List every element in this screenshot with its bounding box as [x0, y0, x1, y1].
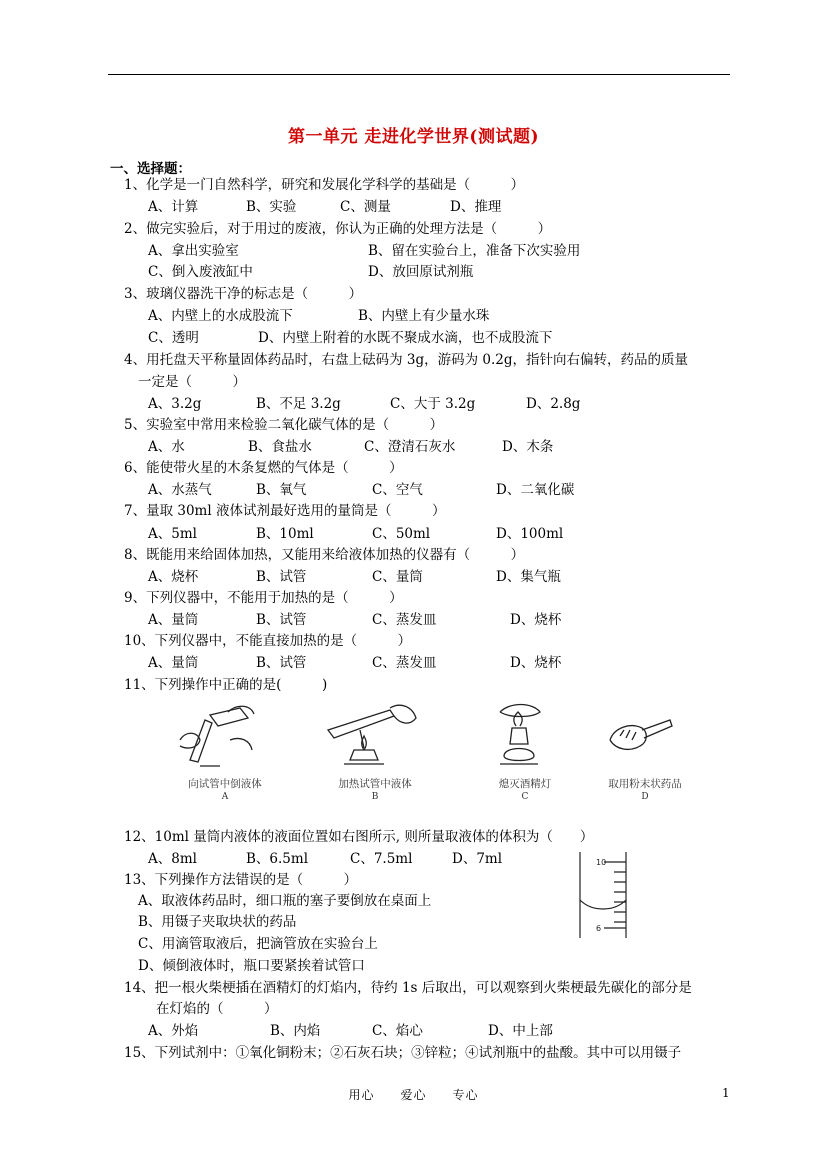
q9-option-c: C、蒸发皿 [372, 612, 437, 628]
q5-option-a: A、水 [148, 439, 185, 455]
q5-option-c: C、澄清石灰水 [364, 439, 456, 455]
q5-option-b: B、食盐水 [248, 439, 312, 455]
cylinder-mark-6: 6 [596, 924, 602, 933]
graduated-cylinder-illustration [574, 850, 634, 940]
q10-option-c: C、蒸发皿 [372, 655, 437, 671]
header-rule [108, 74, 730, 75]
q14-option-a: A、外焰 [148, 1023, 199, 1039]
question-5-stem: 5、实验室中常用来检验二氧化碳气体的是（ ） [124, 417, 444, 433]
figure-d-letter: D [641, 792, 649, 802]
q2-option-d: D、放回原试剂瓶 [368, 264, 474, 280]
question-11-stem: 11、下列操作中正确的是( ) [124, 677, 328, 693]
page-number: 1 [722, 1086, 730, 1100]
q13-option-a: A、取液体药品时，细口瓶的塞子要倒放在桌面上 [138, 893, 432, 909]
q14-option-c: C、焰心 [372, 1023, 423, 1039]
question-14-stem-cont: 在灯焰的（ ） [156, 1001, 278, 1017]
q11-figures [170, 700, 682, 810]
q6-option-c: C、空气 [372, 482, 423, 498]
figure-b-letter: B [371, 792, 379, 802]
question-6-stem: 6、能使带火星的木条复燃的气体是（ ） [124, 460, 403, 476]
q6-option-b: B、氧气 [256, 482, 307, 498]
q2-option-a: A、拿出实验室 [148, 243, 239, 259]
q12-option-c: C、7.5ml [350, 851, 413, 867]
q13-option-c: C、用滴管取液后，把滴管放在实验台上 [138, 936, 378, 952]
q10-option-a: A、量筒 [148, 655, 199, 671]
figure-c [470, 700, 580, 810]
q1-option-b: B、实验 [246, 199, 297, 215]
question-2-stem: 2、做完实验后，对于用过的废液，你认为正确的处理方法是（ ） [124, 221, 552, 237]
q3-option-b: B、内壁上有少量水珠 [358, 308, 490, 324]
question-7-stem: 7、量取 30ml 液体试剂最好选用的量筒是（ ） [124, 503, 446, 519]
figure-b [320, 700, 430, 810]
figure-a [170, 700, 280, 810]
question-8-stem: 8、既能用来给固体加热，又能用来给液体加热的仪器有（ ） [124, 547, 525, 563]
q9-option-b: B、试管 [256, 612, 307, 628]
question-1-stem: 1、化学是一门自然科学，研究和发展化学科学的基础是（ ） [124, 177, 525, 193]
extinguishing-lamp-illustration [470, 700, 580, 780]
figure-d-caption: 取用粉末状药品 [608, 778, 682, 790]
question-10-stem: 10、下列仪器中，不能直接加热的是（ ） [124, 633, 412, 649]
question-13-stem: 13、下列操作方法错误的是（ ） [124, 872, 358, 888]
figure-d [590, 700, 700, 810]
q3-option-d: D、内壁上附着的水既不聚成水滴，也不成股流下 [258, 330, 553, 346]
q8-option-c: C、量筒 [372, 569, 423, 585]
q14-option-b: B、内焰 [270, 1023, 321, 1039]
q4-option-b: B、不足 3.2g [256, 396, 341, 412]
q1-option-d: D、推理 [450, 199, 502, 215]
figure-c-caption: 熄灭酒精灯 [498, 778, 552, 790]
q7-option-d: D、100ml [496, 526, 564, 542]
q12-option-d: D、7ml [452, 851, 503, 867]
q14-option-d: D、中上部 [488, 1023, 553, 1039]
q8-option-b: B、试管 [256, 569, 307, 585]
question-15-stem: 15、下列试剂中：①氧化铜粉末；②石灰石块；③锌粒；④试剂瓶中的盐酸。其中可以用镊子 [124, 1045, 682, 1061]
question-12-stem: 12、10ml 量筒内液体的液面位置如右图所示, 则所量取液体的体积为（ ） [124, 829, 594, 845]
q7-option-b: B、10ml [256, 526, 314, 542]
q10-option-d: D、烧杯 [510, 655, 562, 671]
q8-option-a: A、烧杯 [148, 569, 199, 585]
q3-option-a: A、内壁上的水成股流下 [148, 308, 293, 324]
figure-b-caption: 加热试管中液体 [338, 778, 412, 790]
cylinder-mark-10: 10 [596, 858, 607, 867]
q13-option-d: D、倾倒液体时，瓶口要紧挨着试管口 [138, 958, 365, 974]
page-footer: 用心 爱心 专心 [348, 1088, 479, 1102]
q6-option-a: A、水蒸气 [148, 482, 212, 498]
question-4-stem-cont: 一定是（ ） [138, 374, 246, 390]
question-4-stem: 4、用托盘天平称量固体药品时，右盘上砝码为 3g，游码为 0.2g，指针向右偏转，药品的质量 [124, 352, 689, 368]
figure-a-caption: 向试管中倒液体 [188, 778, 262, 790]
q5-option-d: D、木条 [502, 439, 554, 455]
q7-option-a: A、5ml [148, 526, 197, 542]
section-heading: 一、选择题： [110, 161, 191, 177]
graduated-cylinder-figure [574, 850, 634, 940]
taking-powder-illustration [590, 700, 700, 780]
q12-option-b: B、6.5ml [246, 851, 309, 867]
question-9-stem: 9、下列仪器中，不能用于加热的是（ ） [124, 590, 403, 606]
q6-option-d: D、二氧化碳 [496, 482, 575, 498]
q12-option-a: A、8ml [148, 851, 197, 867]
q1-option-a: A、计算 [148, 199, 199, 215]
q2-option-b: B、留在实验台上，准备下次实验用 [368, 243, 581, 259]
q4-option-c: C、大于 3.2g [390, 396, 476, 412]
q9-option-a: A、量筒 [148, 612, 199, 628]
q13-option-b: B、用镊子夹取块状的药品 [138, 914, 297, 930]
q9-option-d: D、烧杯 [510, 612, 562, 628]
question-14-stem: 14、把一根火柴梗插在酒精灯的灯焰内，待约 1s 后取出，可以观察到火柴梗最先碳化的部分是 [124, 980, 692, 996]
pouring-liquid-illustration [170, 700, 280, 780]
figure-c-letter: C [521, 792, 529, 802]
figure-a-letter: A [221, 792, 229, 802]
q4-option-a: A、3.2g [148, 396, 202, 412]
q10-option-b: B、试管 [256, 655, 307, 671]
q7-option-c: C、50ml [372, 526, 431, 542]
q3-option-c: C、透明 [148, 330, 199, 346]
page-title: 第一单元 走进化学世界(测试题) [287, 127, 539, 147]
heating-test-tube-illustration [320, 700, 430, 780]
q2-option-c: C、倒入废液缸中 [148, 264, 253, 280]
q8-option-d: D、集气瓶 [496, 569, 561, 585]
q1-option-c: C、测量 [340, 199, 391, 215]
q4-option-d: D、2.8g [526, 396, 581, 412]
question-3-stem: 3、玻璃仪器洗干净的标志是（ ） [124, 286, 363, 302]
